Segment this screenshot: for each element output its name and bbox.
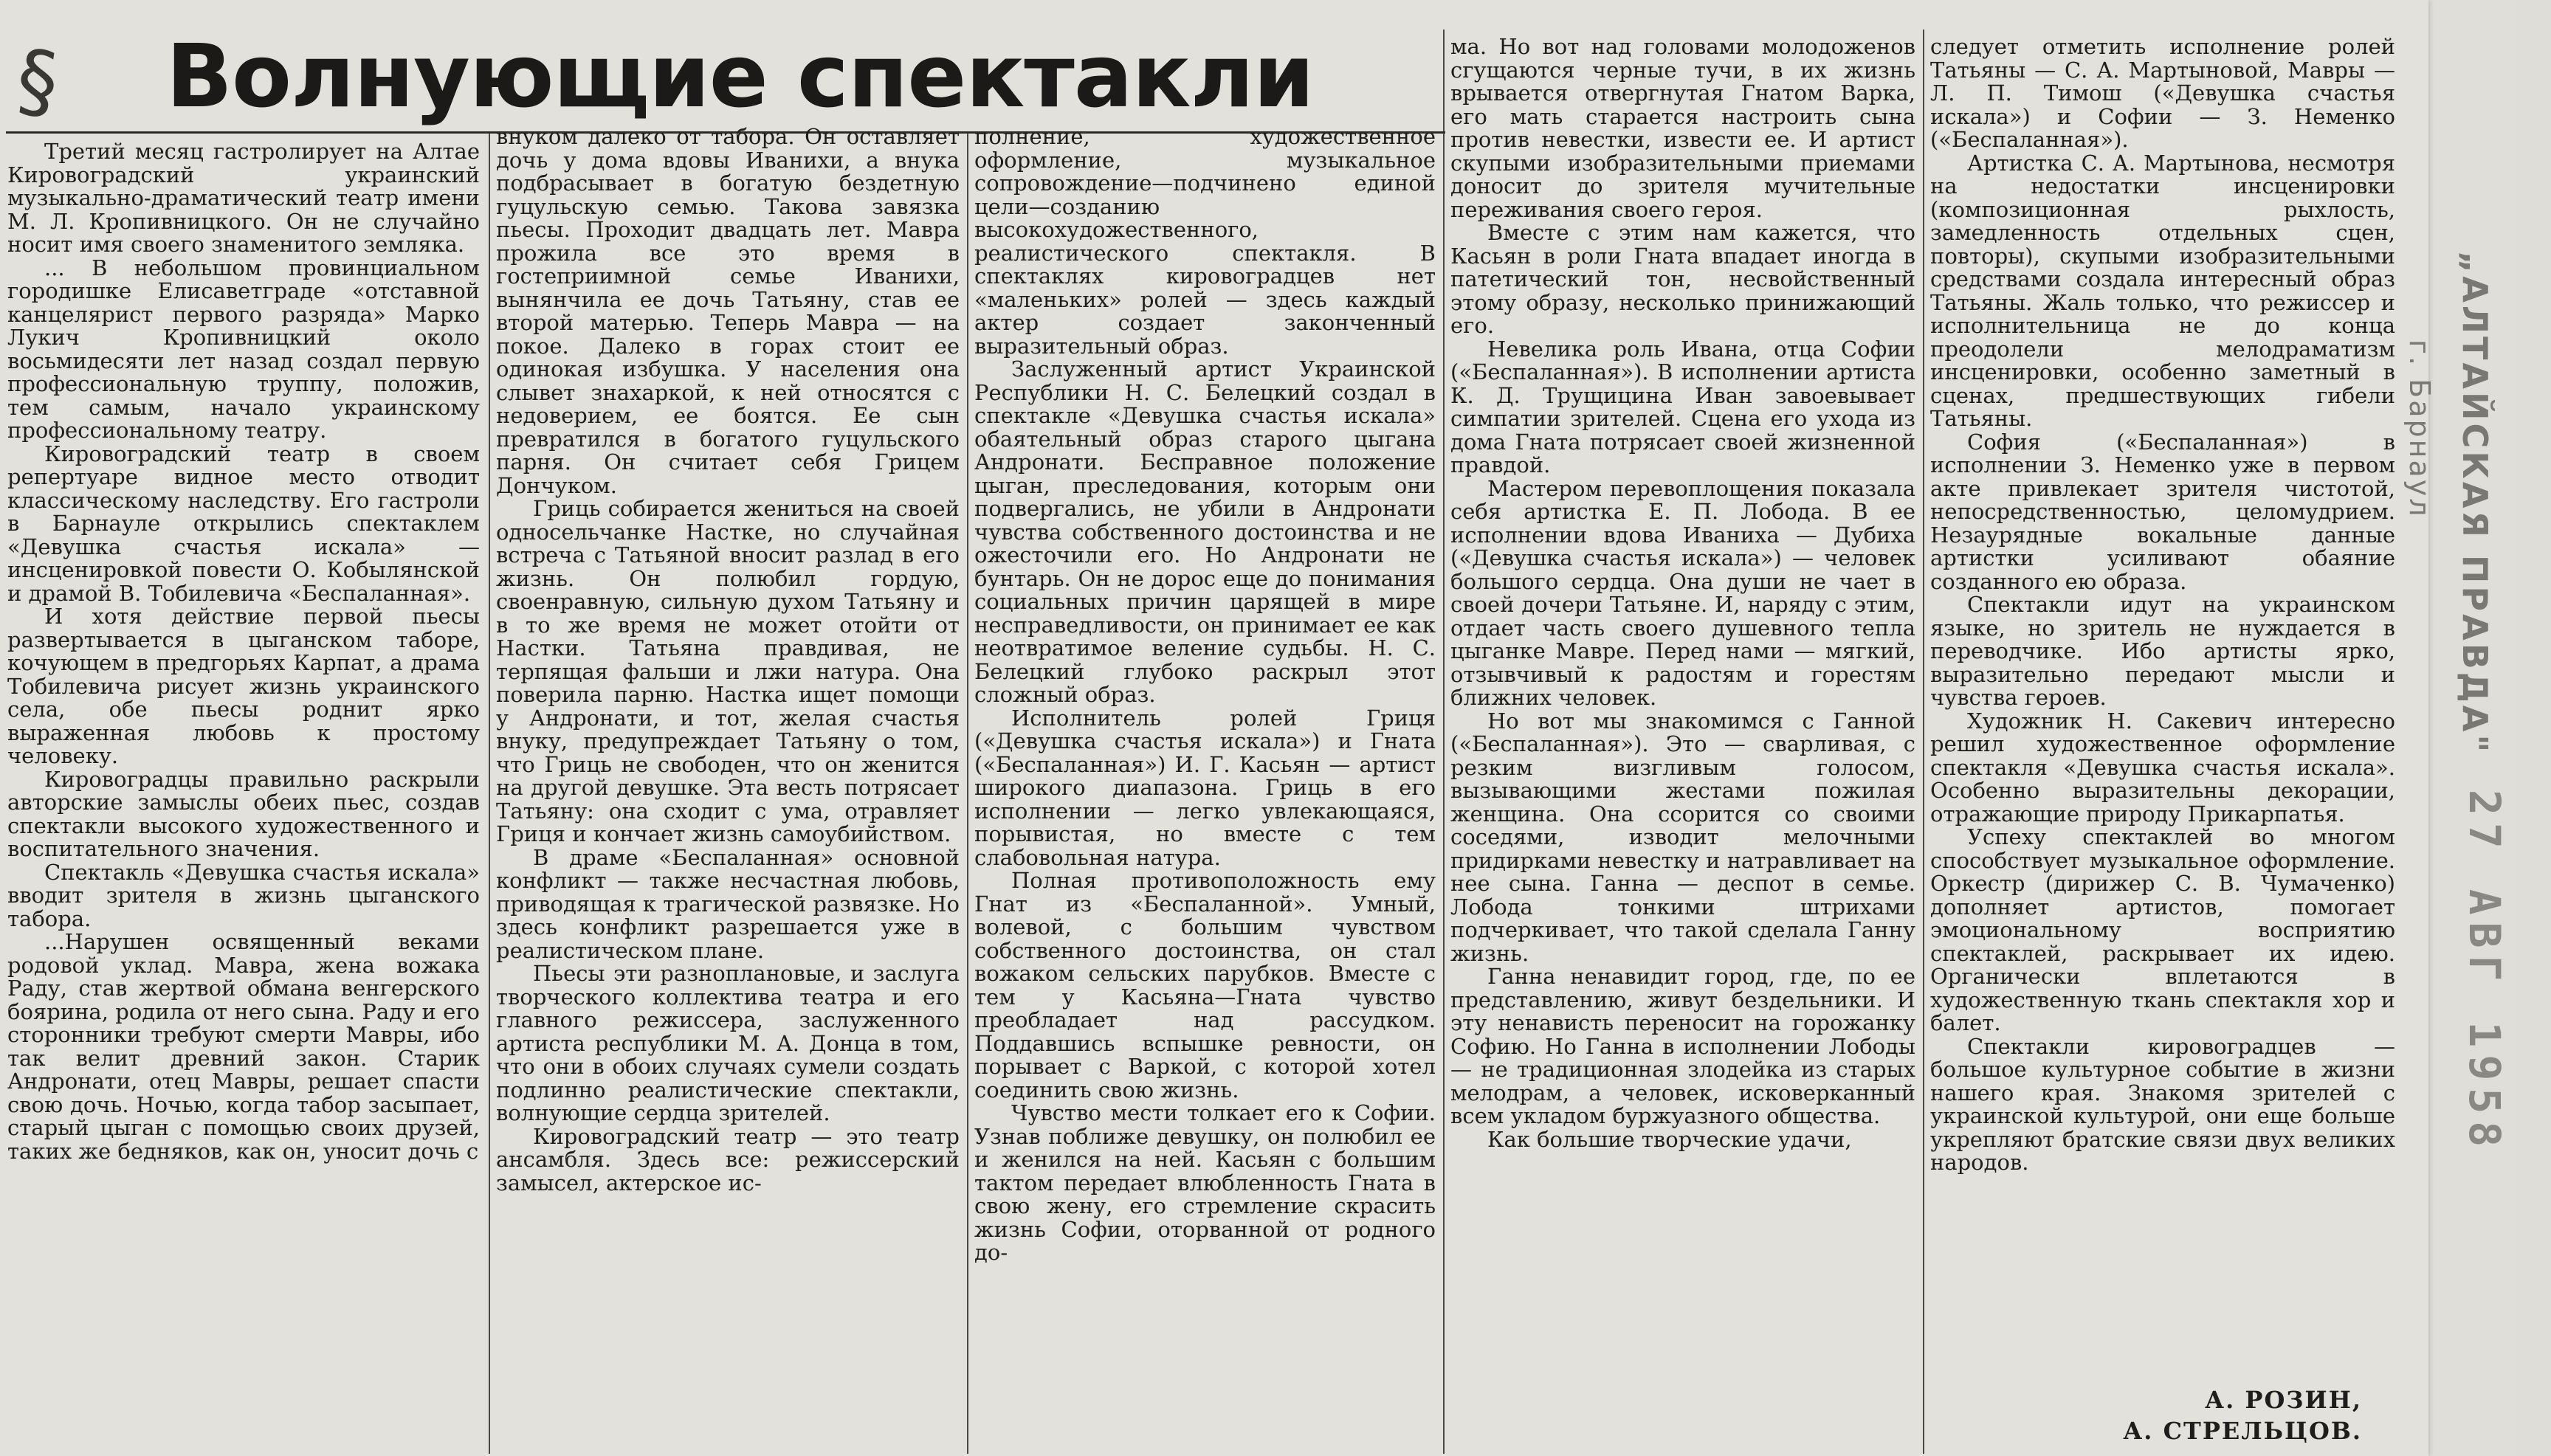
handwritten-mark: § <box>10 31 65 131</box>
article-column-3 <box>974 125 1436 1454</box>
newspaper-city: г. Барнаул <box>2403 339 2436 519</box>
paragraph: ... В небольшом провинциальном городишке Елисаветграде «отставной канцелярист первого разряда» Марко Лукич Кропивницкий около восьмидесяти лет назад создал первую профессиональную труппу, положив, тем самым, начало украинскому профессиональному театру. <box>7 255 480 443</box>
column-rule <box>967 133 968 1454</box>
paragraph: Художник Н. Сакевич интересно решил художественное оформление спектакля «Девушка счастья искала». Особенно выразительны декорации, отражающие природу Прикарпатья. <box>1930 708 2395 827</box>
paragraph: Спектакль «Девушка счастья искала» вводит зрителя в жизнь цыганского табора. <box>7 859 480 931</box>
column-rule <box>1923 30 1924 1454</box>
paragraph: следует отметить исполнение ролей Татьяны — С. А. Мартыновой, Мавры — Л. П. Тимош («Девушка счастья искала») и Софии — З. Неменко («Беспаланная»). <box>1930 35 2395 152</box>
newspaper-name: „АЛТАЙСКАЯ ПРАВДА" <box>2455 251 2495 756</box>
article-column-4 <box>1450 35 1915 1454</box>
paragraph: Спектакли идут на украинском языке, но зритель не нуждается в переводчике. Ибо артисты ярко, выразительно передают мысли и чувства героев. <box>1930 592 2395 710</box>
author-signature-1: А. РОЗИН, <box>2205 1386 2362 1414</box>
paragraph: София («Беспаланная») в исполнении З. Неменко уже в первом акте привлекает зрителя чистотой, непосредственностью, целомудрием. Незаурядные вокальные данные артистки усиливают обаяние созданного ею образа. <box>1930 429 2395 594</box>
paragraph: Кировоградский театр — это театр ансамбля. Здесь все: режиссерский замысел, актерское ис- <box>496 1123 960 1195</box>
paragraph: полнение, художественное оформление, музыкальное сопровождение—подчинено единой цели—созданию высокохудожественного, реалистического спектакля. В спектаклях кировоградцев нет «маленьких» ролей — здесь каждый актер создает законченный выразительный образ. <box>974 125 1436 359</box>
paragraph: Третий месяц гастролирует на Алтае Кировоградский украинский музыкально-драматический театр имени М. Л. Кропивницкого. Он не случайно носит имя своего знаменитого земляка. <box>7 140 480 257</box>
paragraph: Кировоградцы правильно раскрыли авторские замыслы обеих пьес, создав спектакли высокого художественного и воспитательного значения. <box>7 766 480 861</box>
paragraph: внуком далеко от табора. Он оставляет дочь у дома вдовы Иванихи, а внука подбрасывает в богатую бездетную гуцульскую семью. Такова завязка пьесы. Проходит двадцать лет. Мавра прожила все это время в гостеприимной семье Иванихи, вынянчила ее дочь Татьяну, став ее второй матерью. Теперь Мавра — на покое. Далеко в горах стоит ее одинокая избушка. У населения она слывет знахаркой, к ней относятся с недоверием, ее боятся. Ее сын превратился в богатого гуцульского парня. Он считает себя Грицем Дончуком. <box>496 125 960 498</box>
author-signature-2: А. СТРЕЛЬЦОВ. <box>2123 1417 2362 1445</box>
paragraph: В драме «Беспаланная» основной конфликт — также несчастная любовь, приводящая к трагической развязке. Но здесь конфликт разрешается уже в реалистическом плане. <box>496 844 960 963</box>
date-stamp: 27 АВГ 1958 <box>2459 790 2510 1155</box>
paragraph: Пьесы эти разноплановые, и заслуга творческого коллектива театра и его главного режиссера, заслуженного артиста республики М. А. Донца в том, что они в обоих случаях сумели создать подлинно реалистические спектакли, волнующие сердца зрителей. <box>496 961 960 1125</box>
paragraph: Заслуженный артист Украинской Республики Н. С. Белецкий создал в спектакле «Девушка счастья искала» обаятельный образ старого цыгана Андронати. Бесправное положение цыган, преследования, которым они подвергались, не убили в Андронати чувства собственного достоинства и не ожесточили его. Но Андронати не бунтарь. Он не дорос еще до понимания социальных причин царящей в мире несправедливости, он принимает ее как неотвратимое веление судьбы. Н. С. Белецкий глубоко раскрыл этот сложный образ. <box>974 356 1436 707</box>
paragraph: Артистка С. А. Мартынова, несмотря на недостатки инсценировки (композиционная рыхлость, замедленность отдельных сцен, повторы), скупыми изобразительными средствами создала интересный образ Татьяны. Жаль только, что режиссер и исполнительница не до конца преодолели мелодраматизм инсценировки, особенно заметный в сценах, предшествующих гибели Татьяны. <box>1930 150 2395 431</box>
paragraph: Гриць собирается жениться на своей односельчанке Настке, но случайная встреча с Татьяной вносит разлад в его жизнь. Он полюбил гордую, своенравную, сильную духом Татьяну и в то же время не может отойти от Настки. Татьяна правдивая, не терпящая фальши и лжи натура. Она поверила парню. Настка ищет помощи у Андронати, и тот, желая счастья внуку, предупреждает Татьяну о том, что Гриць не свободен, что он женится на другой девушке. Эта весть потрясает Татьяну: она сходит с ума, отравляет Гриця и кончает жизнь самоубийством. <box>496 496 960 846</box>
paragraph: Полная противоположность ему Гнат из «Беспаланной». Умный, волевой, с большим чувством собственного достоинства, он стал вожаком сельских парубков. Вместе с тем у Касьяна—Гната чувство преобладает над рассудком. Поддавшись вспышке ревности, он порывает с Варкой, с которой хотел соединить свою жизнь. <box>974 868 1436 1103</box>
paragraph: ...Нарушен освященный веками родовой уклад. Мавра, жена вожака Раду, став жертвой обмана венгерского боярина, родила от него сына. Раду и его сторонники требуют смерти Мавры, ибо так велит древний закон. Старик Андронати, отец Мавры, решает спасти свою дочь. Ночью, когда табор засыпает, старый цыган с помощью своих друзей, таких же бедняков, как он, уносит дочь с <box>7 929 480 1164</box>
paragraph: Ганна ненавидит город, где, по ее представлению, живут бездельники. И эту ненависть переносит на горожанку Софию. Но Ганна в исполнении Лободы — не традиционная злодейка из старых мелодрам, а человек, исковерканный всем укладом буржуазного общества. <box>1450 964 1915 1128</box>
article-column-1 <box>7 140 480 1454</box>
paragraph: Чувство мести толкает его к Софии. Узнав поближе девушку, он полюбил ее и женился на ней. Касьян с большим тактом передает влюбленность Гната в свою жену, его стремление скрасить жизнь Софии, оторванной от родного до- <box>974 1100 1436 1265</box>
column-rule <box>489 133 490 1454</box>
paragraph: Успеху спектаклей во многом способствует музыкальное оформление. Оркестр (дирижер С. В. Чумаченко) дополняет артистов, помогает эмоциональному восприятию спектаклей, раскрывает их идею. Органически вплетаются в художественную ткань спектакля хор и балет. <box>1930 824 2395 1035</box>
article-column-2 <box>496 125 960 1454</box>
column-rule <box>1443 30 1445 1454</box>
paragraph: Спектакли кировоградцев — большое культурное событие в жизни нашего края. Знакомя зрителей с украинской культурой, они еще больше укрепляют братские связи двух великих народов. <box>1930 1033 2395 1175</box>
paragraph: Вместе с этим нам кажется, что Касьян в роли Гната впадает иногда в патетический тон, несвойственный этому образу, несколько принижающий его. <box>1450 220 1915 338</box>
article-headline: Волнующие спектакли <box>166 25 1314 127</box>
paragraph: Мастером перевоплощения показала себя артистка Е. П. Лобода. В ее исполнении вдова Иваниха — Дубиха («Девушка счастья искала») — человек большого сердца. Она души не чает в своей дочери Татьяне. И, наряду с этим, отдает часть своего душевного тепла цыганке Мавре. Перед нами — мягкий, отзывчивый к радостям и горестям ближних человек. <box>1450 475 1915 710</box>
article-column-5 <box>1930 35 2395 1379</box>
paragraph: Как большие творческие удачи, <box>1487 1126 1852 1152</box>
paragraph: И хотя действие первой пьесы развертывается в цыганском таборе, кочующем в предгорьях Карпат, а драма Тобилевича рисует жизнь украинского села, обе пьесы роднит ярко выраженная любовь к простому человеку. <box>7 604 480 768</box>
paragraph: ма. Но вот над головами молодоженов сгущаются черные тучи, в их жизнь врывается отвергнутая Гнатом Варка, его мать старается настроить сына против невестки, извести ее. И артист скупыми изобразительными приемами доносит до зрителя мучительные переживания своего героя. <box>1450 35 1915 222</box>
paragraph: Исполнитель ролей Гриця («Девушка счастья искала») и Гната («Беспаланная») И. Г. Касьян — артист широкого диапазона. Гриць в его исполнении — легко увлекающаяся, порывистая, но вместе с тем слабовольная натура. <box>974 705 1436 870</box>
paragraph: Но вот мы знакомимся с Ганной («Беспаланная»). Это — сварливая, с резким визгливым голосом, вызывающими жестами пожилая женщина. Она ссорится со своими соседями, изводит мелочными придирками невестку и натравливает на нее сына. Ганна — деспот в семье. Лобода тонкими штрихами подчеркивает, что такой сделала Ганну жизнь. <box>1450 708 1915 966</box>
paragraph: Кировоградский театр в своем репертуаре видное место отводит классическому наследству. Его гастроли в Барнауле открылись спектаклем «Девушка счастья искала» — инсценировкой повести О. Кобылянской и драмой В. Тобилевича «Беспаланная». <box>7 441 480 606</box>
paragraph: Невелика роль Ивана, отца Софии («Беспаланная»). В исполнении артиста К. Д. Трущицина Иван завоевывает симпатии зрителей. Сцена его ухода из дома Гната потрясает своей жизненной правдой. <box>1450 336 1915 477</box>
